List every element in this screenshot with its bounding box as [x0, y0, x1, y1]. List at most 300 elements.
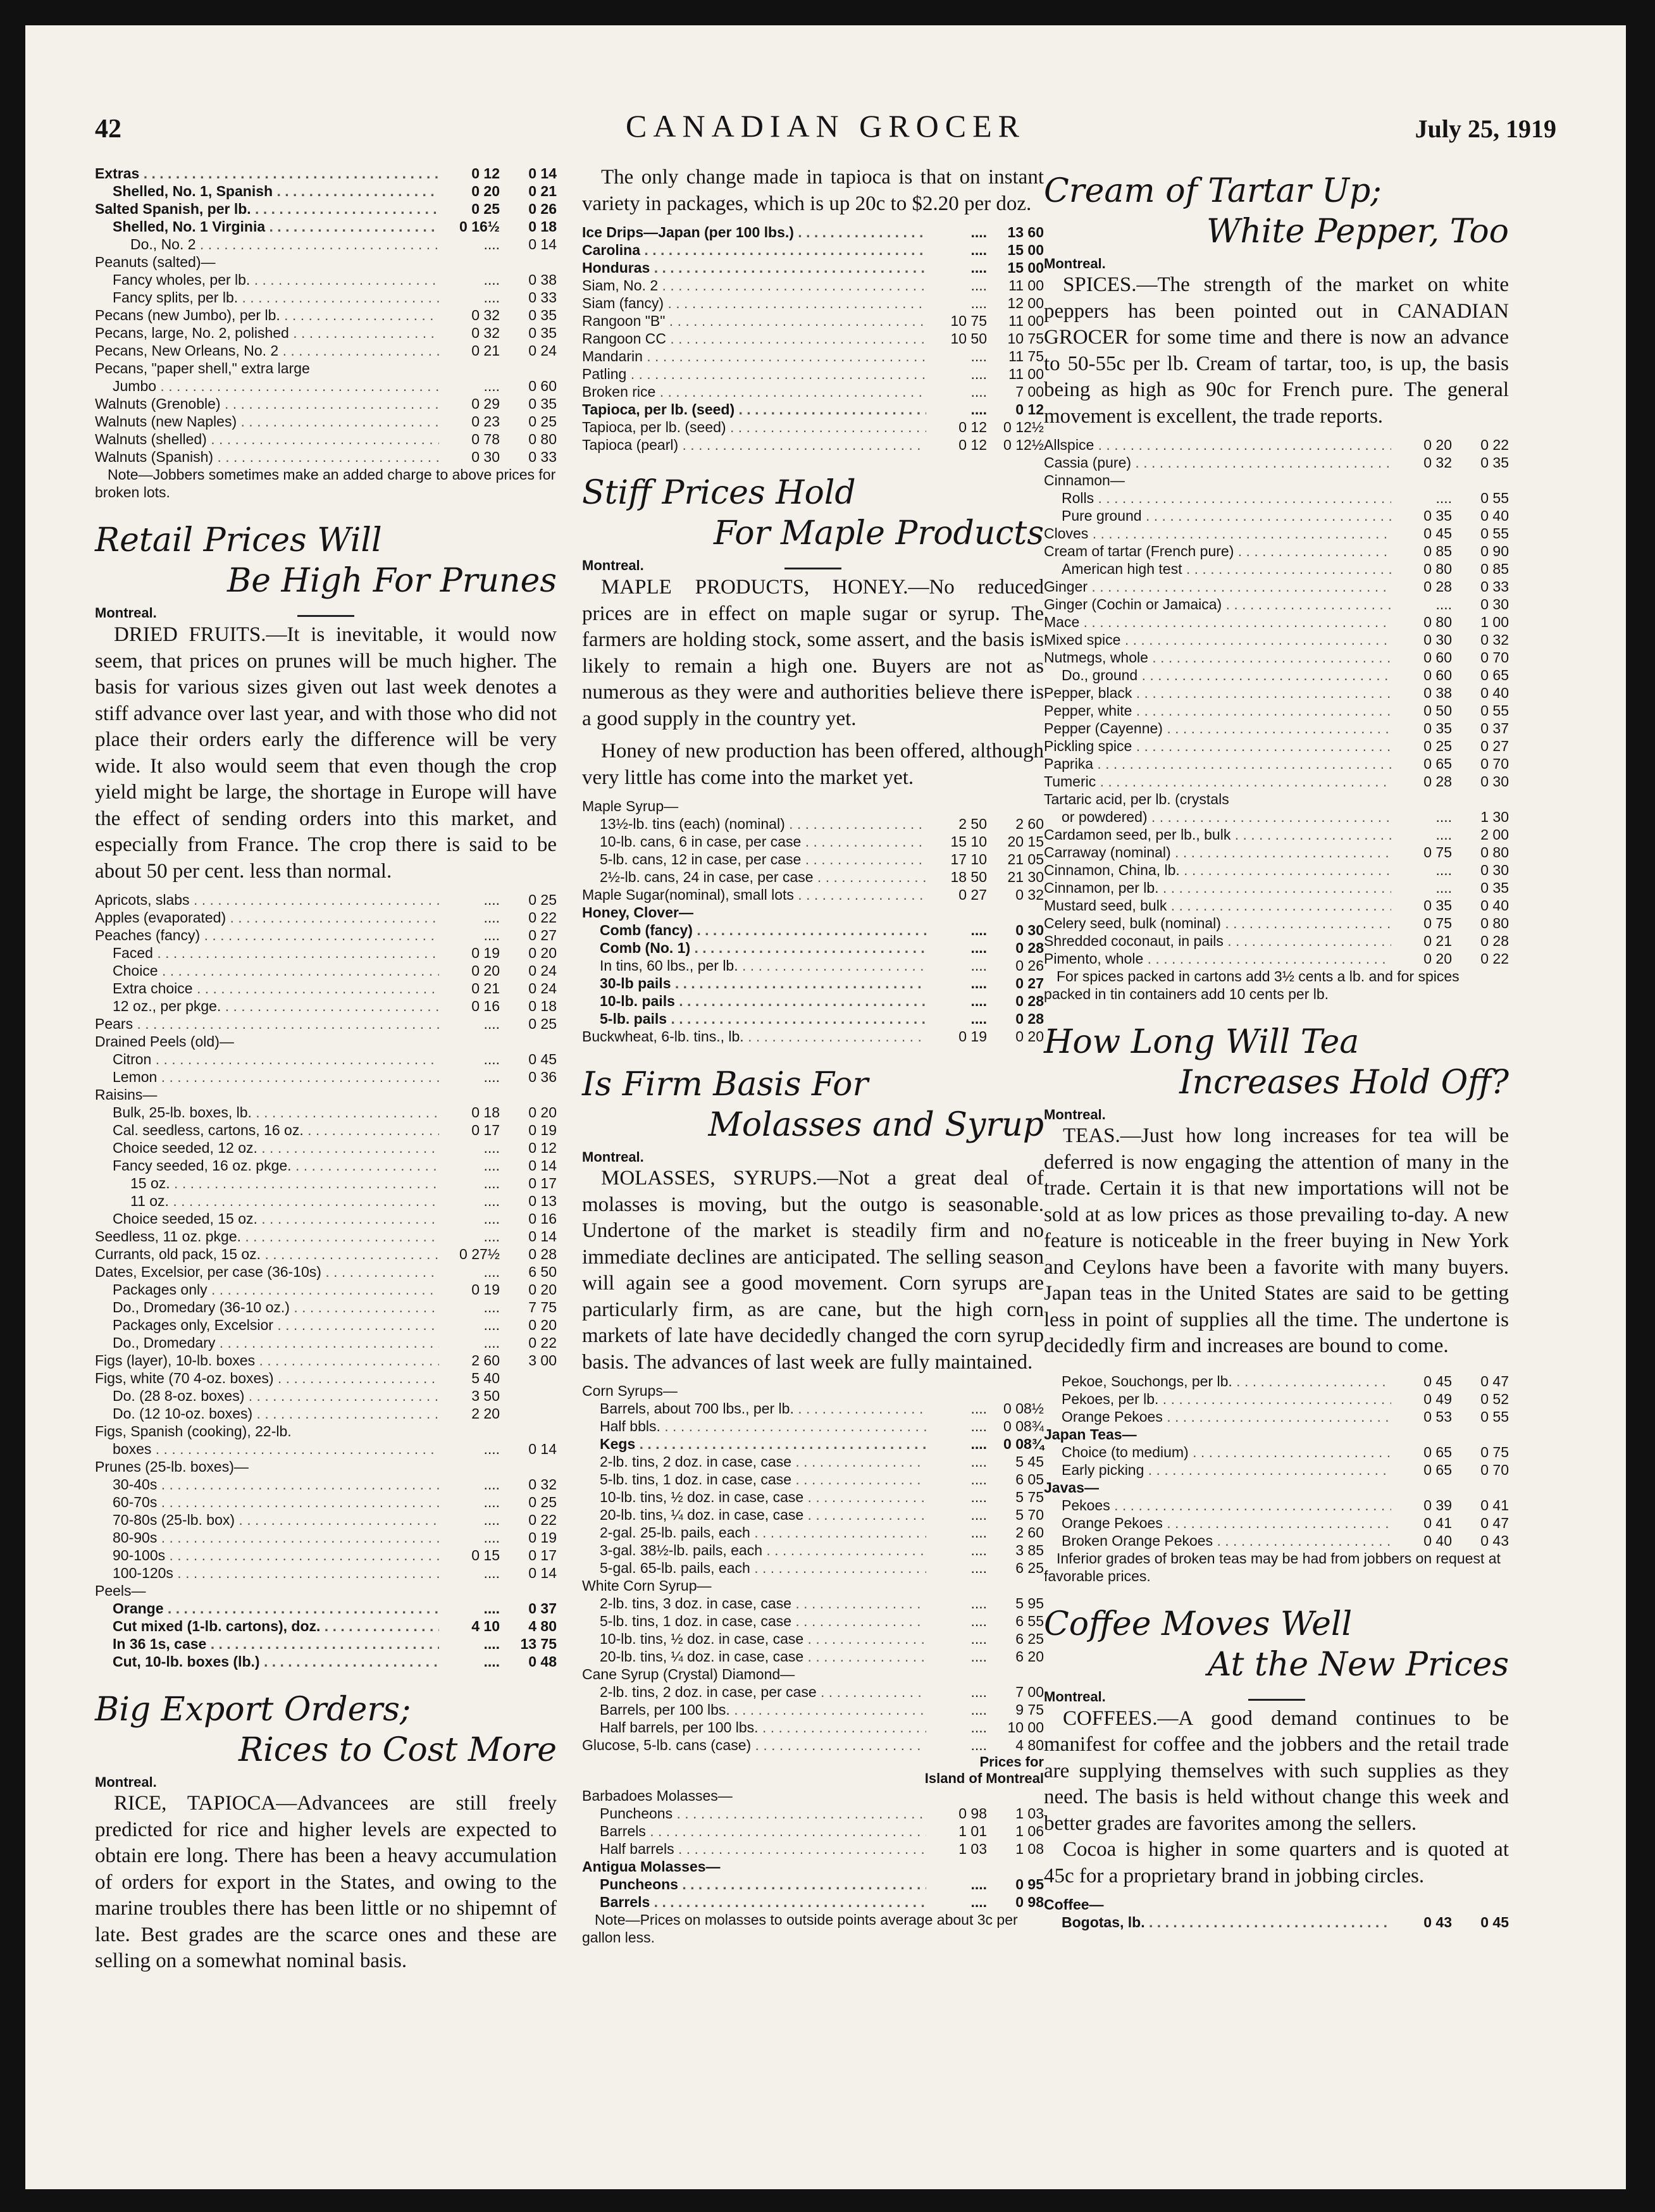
column-2: [582, 165, 1044, 1946]
item-name: Choice . . .: [113, 962, 439, 979]
price-low: 0 12: [958, 419, 987, 435]
item-name: Mustard seed, bulk . . .: [1044, 897, 1391, 914]
price-row: [582, 1787, 1044, 1805]
price-high: 0 27: [528, 927, 557, 943]
price-row: [582, 365, 1044, 383]
item-name: American high test . . .: [1062, 561, 1391, 577]
price-row: [95, 306, 557, 324]
item-name: Pekoes . . .: [1062, 1497, 1391, 1513]
price-row: [582, 1028, 1044, 1045]
price-high: 10 00: [1007, 1719, 1044, 1736]
price-low: [926, 904, 987, 921]
price-high: 0 60: [528, 378, 557, 394]
price-low: 0 20: [1423, 437, 1452, 453]
item-name: Ginger . . .: [1044, 578, 1391, 595]
price-row: [582, 1524, 1044, 1541]
item-name: Siam (fancy) . . .: [582, 295, 926, 311]
item-name: Fancy splits, per lb. . . .: [113, 289, 439, 306]
item-name: Peanuts (salted)—: [95, 254, 216, 270]
price-row: [1044, 454, 1509, 471]
price-low: 4 10: [471, 1618, 500, 1634]
price-low: 0 25: [471, 201, 500, 217]
price-low: 2 20: [471, 1405, 500, 1422]
price-row: [95, 891, 557, 909]
item-name: Pekoe, Souchongs, per lb. . . .: [1062, 1373, 1391, 1389]
price-low: 0 17: [471, 1122, 500, 1138]
price-low: ....: [970, 1595, 987, 1612]
item-name: Barbadoes Molasses—: [582, 1787, 733, 1804]
price-row: [582, 850, 1044, 868]
item-name: 2-gal. 25-lb. pails, each . . .: [600, 1524, 926, 1541]
price-low: ....: [483, 236, 500, 252]
price-high: 0 14: [528, 1157, 557, 1174]
price-high: 0 17: [528, 1547, 557, 1563]
price-row: [582, 294, 1044, 312]
item-name: Fancy seeded, 16 oz. pkge. . . .: [113, 1157, 439, 1174]
price-low: 0 19: [958, 1028, 987, 1045]
price-low: 0 65: [1423, 755, 1452, 772]
price-high: 11 00: [1008, 277, 1044, 294]
price-low: ....: [970, 1400, 987, 1417]
item-name: Cassia (pure) . . .: [1044, 454, 1391, 471]
headline-line-2: Be High For Prunes: [226, 562, 557, 600]
price-high: [500, 1582, 557, 1600]
price-high: 0 24: [528, 980, 557, 997]
price-low: ....: [970, 1648, 987, 1665]
price-row: [95, 1174, 557, 1192]
price-high: 0 90: [1480, 543, 1509, 559]
item-name: or powdered) . . .: [1062, 809, 1391, 825]
headline-line-2: White Pepper, Too: [1206, 213, 1509, 251]
headline-line-2: Rices to Cost More: [238, 1731, 557, 1769]
item-name: Pure ground . . .: [1062, 507, 1391, 524]
price-high: 0 30: [1480, 862, 1509, 878]
price-high: 5 70: [1015, 1507, 1044, 1523]
item-name: Shredded coconaut, in pails . . .: [1044, 933, 1391, 949]
price-low: [926, 1577, 987, 1594]
price-low: [926, 1787, 987, 1805]
price-high: 0 37: [528, 1600, 557, 1617]
price-low: ....: [483, 1334, 500, 1351]
price-low: ....: [483, 1193, 500, 1209]
headline-line-1: Cream of Tartar Up;: [1044, 172, 1382, 210]
price-low: [439, 1033, 500, 1050]
price-row: [582, 1470, 1044, 1488]
price-low: ....: [970, 1471, 987, 1488]
price-high: 7 00: [1015, 383, 1044, 400]
price-high: 0 21: [528, 183, 557, 199]
item-name: Drained Peels (old)—: [95, 1033, 234, 1050]
item-name: Orange Pekoes . . .: [1062, 1408, 1391, 1425]
price-high: 0 35: [528, 395, 557, 412]
item-name: Pekoes, per lb. . . .: [1062, 1391, 1391, 1407]
price-low: ....: [970, 242, 987, 258]
price-high: 0 12: [1015, 401, 1044, 418]
item-name: Lemon . . .: [113, 1069, 439, 1085]
price-row: [95, 1511, 557, 1529]
price-high: 0 16: [528, 1210, 557, 1227]
item-name: Carraway (nominal) . . .: [1044, 844, 1391, 861]
price-low: [439, 1422, 500, 1440]
item-name: Tartaric acid, per lb. (crystals: [1044, 791, 1229, 807]
headline-line-1: Retail Prices Will: [95, 521, 382, 559]
price-low: ....: [483, 271, 500, 288]
price-low: 0 19: [471, 945, 500, 961]
item-name: Cream of tartar (French pure) . . .: [1044, 543, 1391, 559]
price-high: [1452, 1426, 1509, 1443]
price-high: 0 24: [528, 962, 557, 979]
price-row: [582, 921, 1044, 939]
molasses-note: Note—Prices on molasses to outside points average about 3c per gallon less.: [582, 1911, 1018, 1946]
item-name: 2½-lb. cans, 24 in case, per case . . .: [600, 869, 926, 885]
price-high: 0 35: [528, 325, 557, 341]
price-row: [1044, 897, 1509, 914]
price-row: [95, 1245, 557, 1263]
price-row: [95, 359, 557, 377]
price-high: 21 30: [1007, 869, 1044, 885]
molasses-price-table: [582, 1787, 1044, 1911]
price-high: 5 95: [1015, 1595, 1044, 1612]
price-low: ....: [970, 401, 987, 418]
price-high: 6 55: [1015, 1613, 1044, 1629]
price-low: [1391, 1426, 1452, 1443]
price-row: [95, 1564, 557, 1582]
item-name: Barrels, per 100 lbs. . . .: [600, 1701, 926, 1718]
price-high: 0 28: [1015, 940, 1044, 956]
price-row: [582, 1822, 1044, 1840]
price-row: [1044, 1390, 1509, 1408]
price-high: 2 60: [1015, 1524, 1044, 1541]
price-high: 0 28: [1015, 1010, 1044, 1027]
price-high: 15 00: [1007, 259, 1044, 276]
price-row: [95, 1298, 557, 1316]
item-name: Paprika . . .: [1044, 755, 1391, 772]
price-row: [95, 979, 557, 997]
item-name: Ice Drips—Japan (per 100 lbs.) . . .: [582, 224, 926, 240]
price-low: ....: [970, 1894, 987, 1910]
price-high: 0 14: [528, 236, 557, 252]
price-low: 1 01: [958, 1823, 987, 1839]
price-low: ....: [483, 1016, 500, 1032]
price-row: [95, 1422, 557, 1440]
price-row: [582, 1893, 1044, 1911]
price-high: 0 55: [1480, 490, 1509, 506]
price-low: ....: [483, 1653, 500, 1670]
price-high: 0 32: [528, 1476, 557, 1493]
price-low: 0 80: [1423, 614, 1452, 630]
price-high: 0 25: [528, 1016, 557, 1032]
maple-article: MAPLE PRODUCTS, HONEY.—No reduced prices are in effect on maple sugar or syrup. The farmers are holding stock, some assert, and the basis is likely to remain a high one. Buyers are not as numerous as they were and authorities believe there is a good supply in the country yet.: [582, 576, 1044, 730]
tea-headline: [1044, 1022, 1509, 1103]
price-row: [582, 1736, 1044, 1754]
price-low: [926, 1858, 987, 1875]
price-high: 0 32: [1015, 886, 1044, 903]
price-high: 0 08¾: [1003, 1436, 1044, 1452]
item-name: Pepper, black . . .: [1044, 685, 1391, 701]
prunes-headline: [95, 520, 557, 601]
item-name: Rolls . . .: [1062, 490, 1391, 506]
item-name: Patling . . .: [582, 366, 926, 382]
price-row: [1044, 649, 1509, 666]
price-low: ....: [483, 1264, 500, 1280]
price-low: 0 16½: [459, 218, 500, 235]
price-row: [95, 1493, 557, 1511]
price-row: [1044, 861, 1509, 879]
price-row: [582, 312, 1044, 330]
price-row: [582, 1858, 1044, 1875]
price-high: 0 80: [1480, 915, 1509, 931]
item-name: Tapioca, per lb. (seed) . . .: [582, 401, 926, 418]
tea-note: Inferior grades of broken teas may be had from jobbers on request at favorable prices.: [1044, 1550, 1501, 1584]
price-row: [95, 1600, 557, 1617]
price-high: 0 14: [528, 165, 557, 182]
price-low: 0 30: [1423, 631, 1452, 648]
price-low: ....: [1435, 862, 1452, 878]
price-low: [926, 797, 987, 815]
divider: [784, 568, 841, 569]
item-name: Shelled, No. 1 Virginia . . .: [113, 218, 439, 235]
price-low: 0 21: [1423, 933, 1452, 949]
price-row: [1044, 879, 1509, 897]
price-high: 0 40: [1480, 897, 1509, 914]
price-row: [95, 1369, 557, 1387]
item-name: Cinnamon, China, lb. . . .: [1044, 862, 1391, 878]
price-row: [582, 992, 1044, 1010]
price-low: [1391, 471, 1452, 489]
price-row: [1044, 790, 1509, 808]
spices-note: For spices packed in cartons add 3½ cents a lb. and for spices packed in tin containers add 10 cents per lb.: [1044, 968, 1460, 1002]
item-name: 20-lb. tins, ¼ doz. in case, case . . .: [600, 1507, 926, 1523]
item-name: 5-gal. 65-lb. pails, each . . .: [600, 1560, 926, 1576]
price-low: ....: [483, 1317, 500, 1333]
price-high: 12 00: [1007, 295, 1044, 311]
price-high: 6 25: [1015, 1560, 1044, 1576]
item-name: Puncheons . . .: [600, 1876, 926, 1892]
price-low: 0 20: [471, 183, 500, 199]
price-row: [582, 1594, 1044, 1612]
price-row: [95, 1068, 557, 1086]
item-name: 10-lb. tins, ½ doz. in case, case . . .: [600, 1489, 926, 1505]
item-name: Broken Orange Pekoes . . .: [1062, 1532, 1391, 1549]
dateline: Montreal.: [582, 1149, 644, 1165]
price-row: [582, 436, 1044, 454]
item-name: 2-lb. tins, 3 doz. in case, case . . .: [600, 1595, 926, 1612]
headline-line-2: For Maple Products: [713, 514, 1044, 552]
item-name: Half barrels, per 100 lbs. . . .: [600, 1719, 926, 1736]
price-low: [1391, 1896, 1452, 1913]
price-row: [582, 1400, 1044, 1417]
item-name: Maple Syrup—: [582, 798, 679, 814]
price-high: 0 24: [528, 342, 557, 359]
price-high: 0 12½: [1003, 419, 1044, 435]
item-name: 3-gal. 38½-lb. pails, each . . .: [600, 1542, 926, 1558]
price-high: 0 55: [1480, 702, 1509, 719]
item-name: Mandarin . . .: [582, 348, 926, 364]
price-low: ....: [483, 1600, 500, 1617]
item-name: Early picking . . .: [1062, 1462, 1391, 1478]
item-name: Pimento, whole . . .: [1044, 950, 1391, 967]
price-high: 0 33: [1480, 578, 1509, 595]
price-low: 5 40: [471, 1370, 500, 1386]
item-name: 80-90s . . .: [113, 1529, 439, 1546]
item-name: Do. (28 8-oz. boxes) . . .: [113, 1388, 439, 1404]
item-name: Salted Spanish, per lb. . . .: [95, 201, 439, 217]
price-high: [500, 1405, 557, 1422]
price-row: [95, 944, 557, 962]
item-name: Barrels, about 700 lbs., per lb. . . .: [600, 1400, 926, 1417]
spices-price-table: [1044, 436, 1509, 967]
price-low: ....: [970, 993, 987, 1009]
dateline: Montreal.: [1044, 1107, 1106, 1122]
price-high: 0 36: [528, 1069, 557, 1085]
price-low: ....: [970, 975, 987, 991]
item-name: Orange . . .: [113, 1600, 439, 1617]
price-low: [439, 253, 500, 271]
price-low: ....: [970, 1489, 987, 1505]
price-low: ....: [483, 1529, 500, 1546]
maple-headline: [582, 473, 1044, 554]
price-row: [582, 833, 1044, 850]
price-high: 0 20: [528, 1104, 557, 1121]
price-high: 0 12: [528, 1140, 557, 1156]
price-low: 0 20: [1423, 950, 1452, 967]
price-high: 7 00: [1015, 1684, 1044, 1700]
item-name: 10-lb. cans, 6 in case, per case . . .: [600, 833, 926, 850]
price-high: 0 30: [1015, 922, 1044, 938]
price-row: [582, 347, 1044, 365]
column-3: [1044, 165, 1509, 1931]
price-low: 10 75: [950, 313, 987, 329]
price-row: [95, 342, 557, 359]
price-row: [95, 1050, 557, 1068]
price-row: [95, 1582, 557, 1600]
item-name: Walnuts (Grenoble) . . .: [95, 395, 439, 412]
price-row: [95, 253, 557, 271]
price-low: 0 75: [1423, 844, 1452, 861]
item-name: Fancy wholes, per lb. . . .: [113, 271, 439, 288]
item-name: 2-lb. tins, 2 doz. in case, case . . .: [600, 1453, 926, 1470]
price-high: 0 70: [1480, 755, 1509, 772]
price-row: [1044, 613, 1509, 631]
price-row: [582, 1648, 1044, 1665]
item-name: 5-lb. tins, 1 doz. in case, case . . .: [600, 1471, 926, 1488]
price-high: [987, 1382, 1044, 1400]
price-row: [582, 939, 1044, 957]
item-name: Faced . . .: [113, 945, 439, 961]
price-low: 0 53: [1423, 1408, 1452, 1425]
price-high: [987, 904, 1044, 921]
item-name: Antigua Molasses—: [582, 1858, 721, 1875]
item-name: 90-100s . . .: [113, 1547, 439, 1563]
price-low: 0 65: [1423, 1443, 1452, 1460]
price-row: [95, 200, 557, 218]
price-low: 0 25: [1423, 738, 1452, 754]
price-row: [95, 395, 557, 413]
price-low: 0 28: [1423, 578, 1452, 595]
price-high: 0 35: [1480, 879, 1509, 896]
price-row: [95, 1157, 557, 1174]
price-low: 0 32: [471, 307, 500, 323]
divider: [1248, 1699, 1305, 1701]
price-low: ....: [1435, 596, 1452, 612]
price-low: ....: [1435, 490, 1452, 506]
item-name: 30-40s . . .: [113, 1476, 439, 1493]
price-row: [95, 1387, 557, 1405]
price-high: 0 41: [1480, 1496, 1509, 1513]
item-name: 70-80s (25-lb. box) . . .: [113, 1512, 439, 1528]
price-low: ....: [970, 1701, 987, 1718]
coffee-price-table: [1044, 1896, 1509, 1931]
price-high: 0 25: [528, 413, 557, 430]
issue-date: July 25, 1919: [1415, 115, 1556, 143]
price-row: [1044, 914, 1509, 932]
dateline: Montreal.: [1044, 256, 1106, 271]
price-row: [95, 1334, 557, 1351]
price-row: [582, 223, 1044, 241]
cocoa-article: Cocoa is higher in some quarters and is quoted at 45c for a proprietary brand in jobbing circles.: [1044, 1838, 1509, 1887]
price-row: [95, 1210, 557, 1227]
item-name: 11 oz. . . .: [130, 1193, 439, 1209]
nuts-note: Note—Jobbers sometimes make an added charge to above prices for broken lots.: [95, 466, 556, 500]
price-low: ....: [970, 1631, 987, 1647]
price-low: 0 21: [471, 342, 500, 359]
molasses-article: MOLASSES, SYRUPS.—Not a great deal of molasses is moving, but the outgo is seasonable. Undertone of the market is steadily firm and no immediate declines are anticipated. The selling season will again see a good movement. Corn syrups are particularly firm, as are cane, but the high corn markets of late have decidedly changed the corn syrup basis. The advances of last week are fully maintained.: [582, 1167, 1044, 1374]
price-high: 3 85: [1015, 1542, 1044, 1558]
item-name: 20-lb. tins, ¼ doz. in case, case . . .: [600, 1648, 926, 1665]
price-high: [500, 253, 557, 271]
price-row: [582, 1840, 1044, 1858]
price-row: [1044, 436, 1509, 454]
item-name: Rangoon CC . . .: [582, 330, 926, 347]
price-high: 1 08: [1015, 1841, 1044, 1857]
nuts-price-table: [95, 165, 557, 466]
item-name: Buckwheat, 6-lb. tins., lb. . . .: [582, 1028, 926, 1045]
price-row: [95, 1103, 557, 1121]
headline-line-1: Big Export Orders;: [95, 1691, 411, 1729]
item-name: Cal. seedless, cartons, 16 oz. . . .: [113, 1122, 439, 1138]
price-low: ....: [483, 289, 500, 306]
price-high: 0 14: [528, 1228, 557, 1245]
price-high: 0 20: [528, 1317, 557, 1333]
headline-line-1: Stiff Prices Hold: [582, 474, 856, 512]
dateline: Montreal.: [1044, 1688, 1106, 1705]
price-low: ....: [483, 1512, 500, 1528]
price-high: [500, 1387, 557, 1405]
column-1: [95, 165, 557, 1975]
price-row: [582, 330, 1044, 347]
price-high: 13 75: [520, 1636, 557, 1652]
item-name: Ginger (Cochin or Jamaica) . . .: [1044, 596, 1391, 612]
price-row: [95, 1086, 557, 1103]
price-row: [582, 886, 1044, 904]
price-high: 0 70: [1480, 649, 1509, 666]
price-row: [95, 1476, 557, 1493]
coffee-headline: [1044, 1604, 1509, 1685]
item-name: 5-lb. tins, 1 doz. in case, case . . .: [600, 1613, 926, 1629]
price-low: 0 38: [1423, 685, 1452, 701]
price-row: [95, 1227, 557, 1245]
price-row: [582, 1488, 1044, 1506]
price-row: [1044, 843, 1509, 861]
price-row: [582, 1417, 1044, 1435]
price-high: 20 15: [1007, 833, 1044, 850]
price-low: 0 27½: [459, 1246, 500, 1262]
item-name: Maple Sugar(nominal), small lots . . .: [582, 886, 926, 903]
price-low: ....: [483, 1494, 500, 1510]
price-row: [582, 276, 1044, 294]
price-row: [95, 1653, 557, 1670]
price-high: 0 38: [528, 271, 557, 288]
